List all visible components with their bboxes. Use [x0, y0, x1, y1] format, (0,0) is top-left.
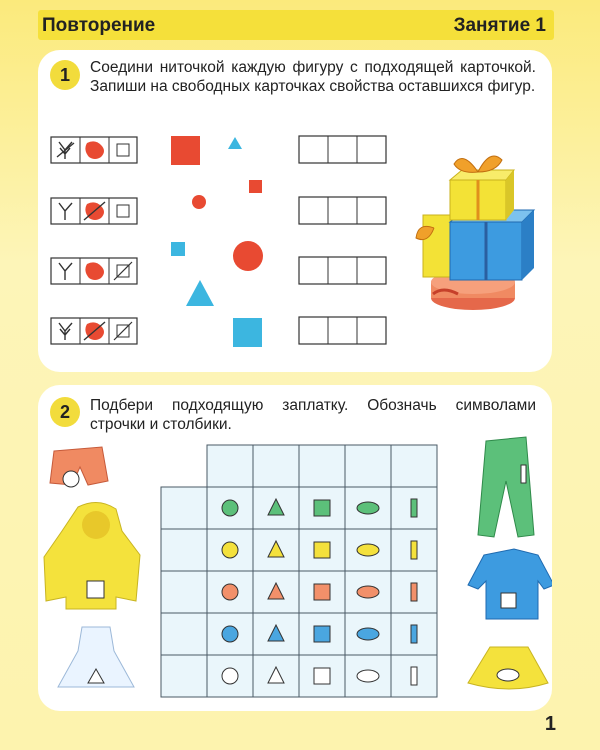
- white-dress-image: [58, 627, 134, 687]
- yellow-jacket-image: [44, 502, 140, 609]
- big-blue-triangle[interactable]: [186, 280, 214, 306]
- answer-card-4[interactable]: [299, 317, 386, 344]
- answer-card-3[interactable]: [299, 257, 386, 284]
- green-pants-image: [478, 437, 534, 537]
- small-blue-triangle[interactable]: [228, 137, 242, 149]
- small-red-square[interactable]: [249, 180, 262, 193]
- property-card-2[interactable]: [51, 198, 137, 224]
- big-blue-square[interactable]: [233, 318, 262, 347]
- lesson-title: Занятие 1: [453, 15, 546, 36]
- small-red-circle[interactable]: [192, 195, 206, 209]
- task2-card: [38, 385, 552, 711]
- task2-number: 2: [50, 397, 80, 427]
- property-card-3[interactable]: [51, 258, 137, 284]
- property-card-1[interactable]: [51, 137, 137, 163]
- answer-card-1[interactable]: [299, 136, 386, 163]
- blue-shirt-image: [468, 549, 552, 619]
- page-number: 1: [544, 713, 556, 735]
- clothes-illustrations: [38, 385, 552, 711]
- yellow-skirt-image: [468, 647, 548, 689]
- page-header: [38, 10, 554, 40]
- answer-card-2[interactable]: [299, 197, 386, 224]
- section-title: Повторение: [42, 15, 156, 36]
- big-red-square[interactable]: [171, 136, 200, 165]
- task1-number: 1: [50, 60, 80, 90]
- task1-illustration: [38, 50, 552, 372]
- task1-card: [38, 50, 552, 372]
- gift-boxes-image: [416, 156, 534, 310]
- task1-text: Соедини ниточкой каждую фигуру с подходящей карточкой. Запиши на свободных карточках свойства оставшихся фигур.: [90, 59, 536, 95]
- big-red-circle[interactable]: [233, 241, 263, 271]
- task2-text: Подбери подходящую заплатку. Обозначь символами строчки и столбики.: [90, 397, 536, 433]
- property-card-4[interactable]: [51, 318, 137, 344]
- small-blue-square[interactable]: [171, 242, 185, 256]
- orange-shorts-image: [50, 447, 108, 487]
